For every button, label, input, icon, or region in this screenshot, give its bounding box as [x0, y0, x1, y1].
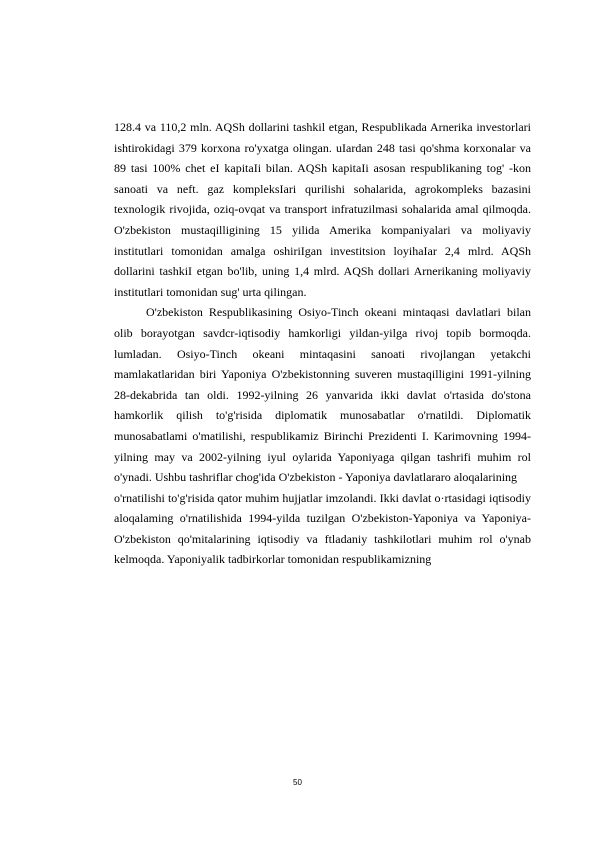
- body-text: [114, 117, 531, 570]
- page-number: 50: [293, 778, 302, 787]
- paragraph-1: 128.4 va 110,2 mln. AQSh dollarini tashkil etgan, Respublikada Arnerika investorlari ishtirokidagi 379 korxona ro'yxatga olingan. uIardan 248 tasi qo'shma korxonalar va 89 tasi 100% chet eI kapitaIi bilan. AQSh kapitaIi asosan respublikaning tog' -kon sanoati va neft. gaz kompleksIari qurilishi sohalarida, agrokompleks bazasini texnologik rivojida, oziq-ovqat va transport infratuzilmasi sohalarida amal qilmoqda. O'zbekiston mustaqilligining 15 yilida Amerika kompaniyalari va moliyaviy institutlari tomonidan amalga oshiriIgan investitsion loyihaIar 2,4 mlrd. AQSh dollarini tashkiI etgan bo'lib, uning 1,4 mlrd. AQSh dollari Arnerikaning moliyaviy institutlari tomonidan sug' urta qilingan.: [114, 120, 531, 299]
- paragraph-2: O'zbekiston Respublikasining Osiyo-Tinch okeani mintaqasi davlatlari bilan olib borayotgan savdcr-iqtisodiy hamkorligi yildan-yilga rivoj topib bormoqda. lumladan. Osiyo-Tinch okeani mintaqasini sanoati rivojlangan yetakchi mamlakatlaridan biri Yaponiya O'zbekistonning suveren mustaqilligini 1991-yilning 28-dekabrida tan oldi. 1992-yilning 26 yanvarida ikki davlat o'rtasida do'stona hamkorlik qilish to'g'risida diplomatik munosabatlar o'rnatildi. Diplomatik munosabatlami o'matilishi, respublikamiz Birinchi Prezidenti I. Karimovning 1994-yilning may va 2002-yilning iyul oylarida Yaponiyaga qilgan tashrifi muhim rol o'ynadi. Ushbu tashriflar chog'ida O'zbekiston - Yaponiya davlatlararo aloqalarining: [114, 305, 531, 485]
- paragraph-3: o'rnatilishi to'g'risida qator muhim hujjatlar imzolandi. Ikki davlat o·rtasidagi iqtisodiy aloqalaming o'rnatilishida 1994-yilda tuzilgan O'zbekiston-Yaponiya va Yaponiya-O'zbekiston qo'mitalarining iqtisodiy va ftladaniy tashkilotlari muhim rol o'ynab kelmoqda. Yaponiyalik tadbirkorlar tomonidan respublikamizning: [114, 490, 531, 567]
